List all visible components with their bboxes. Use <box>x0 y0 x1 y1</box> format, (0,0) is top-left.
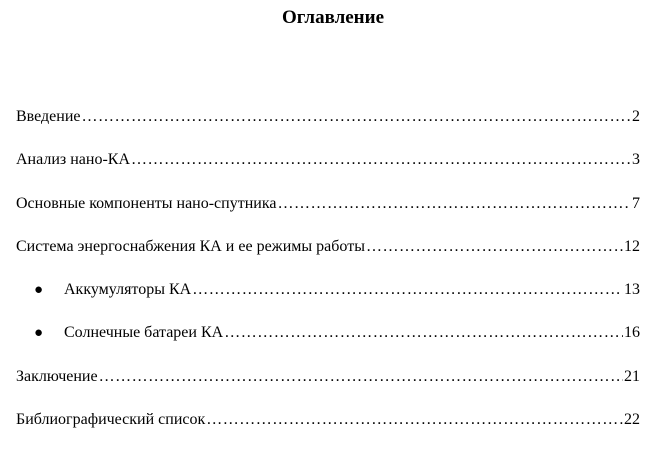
toc-entry <box>16 409 640 452</box>
dot-leader <box>192 279 623 301</box>
toc-entry-text: Аккумуляторы КА <box>64 281 192 299</box>
toc-list <box>16 106 640 452</box>
toc-subentry <box>16 279 640 322</box>
toc-entry-text: Библиографический список <box>16 411 206 429</box>
toc-entry-text: Введение <box>16 108 81 125</box>
dot-leader <box>366 236 623 258</box>
page-title: Оглавление <box>281 7 385 28</box>
dot-leader <box>277 193 631 215</box>
toc-page-number: 12 <box>624 237 640 255</box>
toc-entry <box>16 366 640 409</box>
toc-entry-text: Солнечные батареи КА <box>64 324 224 342</box>
toc-entry-text: Система энергоснабжения КА и ее режимы работы <box>16 237 365 255</box>
dot-leader <box>82 106 632 128</box>
toc-page-number: 2 <box>632 108 640 125</box>
dot-leader <box>99 366 623 388</box>
toc-page-number: 22 <box>624 411 640 429</box>
bullet-icon: ● <box>34 325 44 342</box>
toc-entry <box>16 193 640 236</box>
toc-entry-text: Анализ нано-КА <box>16 151 131 169</box>
toc-entry-text: Основные компоненты нано-спутника <box>16 194 277 212</box>
toc-entry <box>16 106 640 149</box>
toc-entry <box>16 236 640 279</box>
dot-leader <box>206 409 623 431</box>
toc-page-number: 13 <box>624 281 640 299</box>
dot-leader <box>131 149 631 171</box>
toc-page-number: 16 <box>624 324 640 342</box>
dot-leader <box>224 322 623 344</box>
toc-entry-text: Заключение <box>16 367 98 385</box>
toc-entry <box>16 149 640 192</box>
toc-page-number: 3 <box>632 151 640 169</box>
toc-subentry <box>16 322 640 365</box>
toc-page-number: 21 <box>624 367 640 385</box>
bullet-icon: ● <box>34 282 44 299</box>
toc-page-number: 7 <box>632 194 640 212</box>
